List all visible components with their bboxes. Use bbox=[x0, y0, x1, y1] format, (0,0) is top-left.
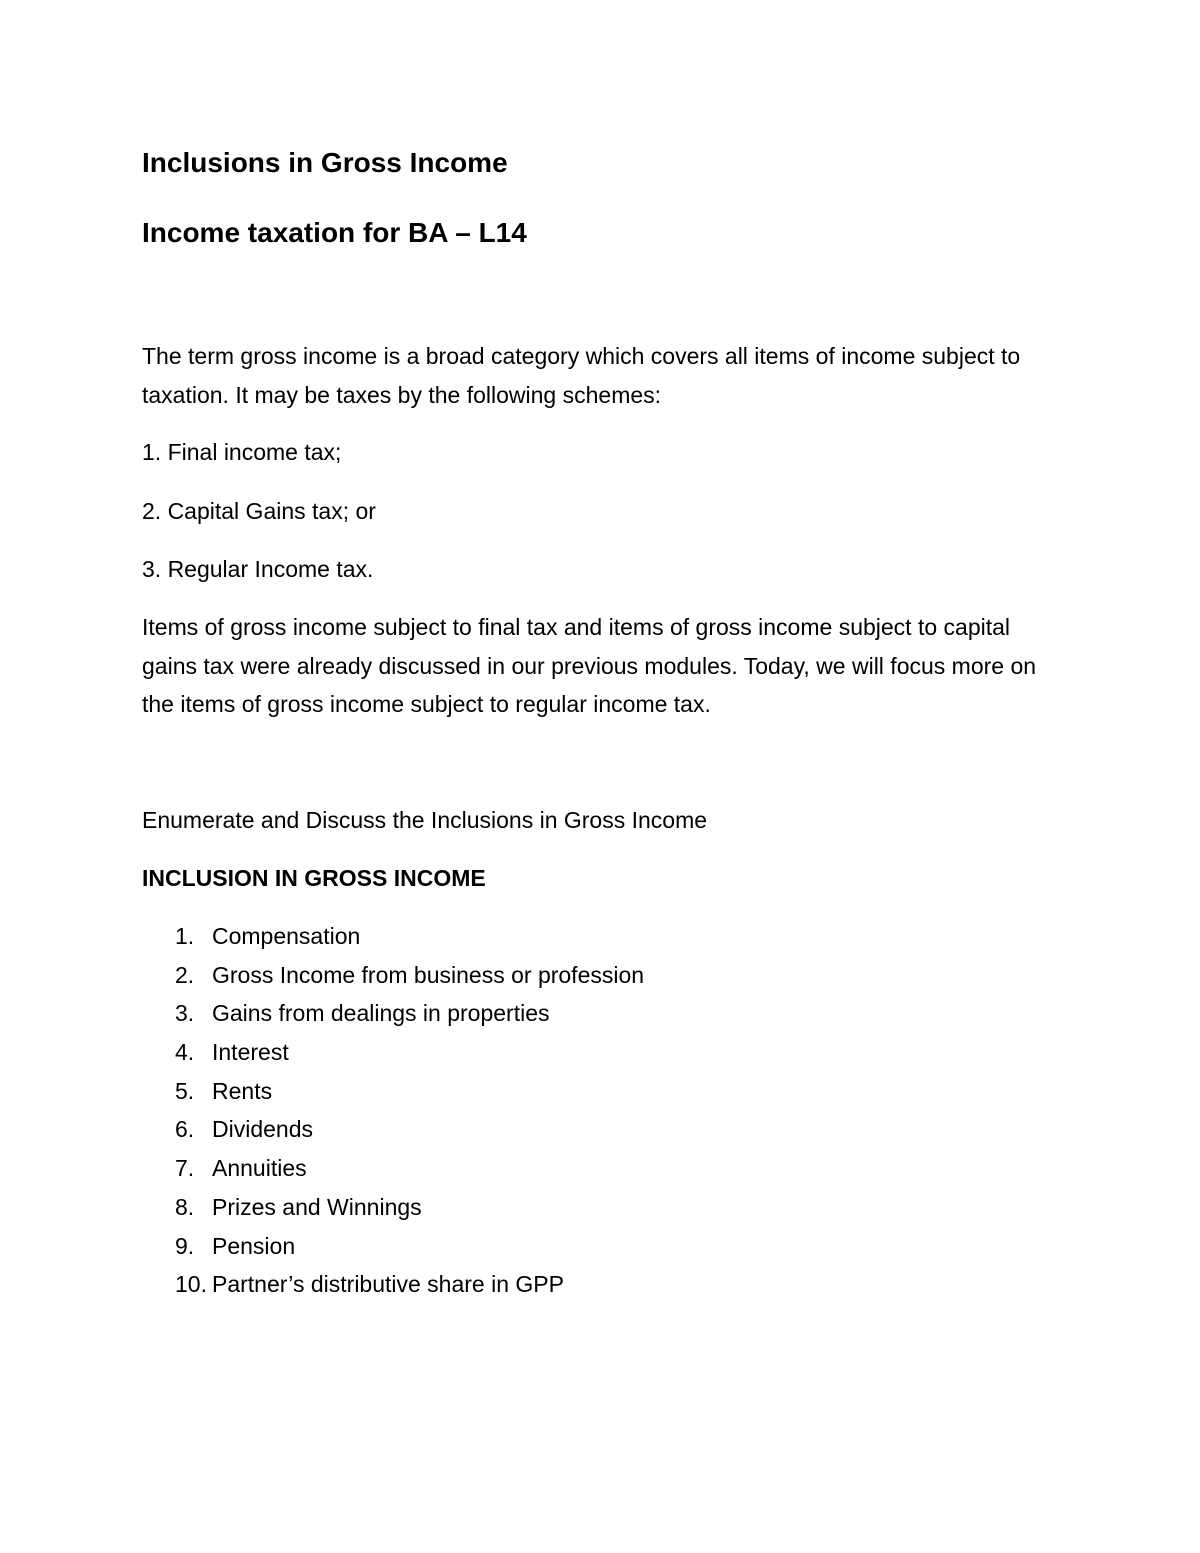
list-item-text: Gains from dealings in properties bbox=[212, 1000, 550, 1027]
scheme-item-1: 1. Final income tax; bbox=[142, 439, 342, 465]
list-item-text: Pension bbox=[212, 1232, 296, 1259]
list-item-text: Rents bbox=[212, 1077, 273, 1104]
document-title: Inclusions in Gross Income bbox=[142, 147, 508, 178]
list-item-text: Gross Income from business or profession bbox=[212, 961, 645, 988]
list-item-number: 10. bbox=[175, 1271, 207, 1298]
intro-paragraph: The term gross income is a broad category which covers all items of income subject to taxation. It may be taxes by the following schemes: bbox=[142, 343, 1021, 408]
list-item-text: Interest bbox=[212, 1039, 289, 1066]
list-item-number: 1. bbox=[175, 923, 195, 949]
list-item-number: 3. bbox=[175, 1000, 195, 1027]
list-item-text: Annuities bbox=[212, 1155, 307, 1182]
list-item-number: 8. bbox=[175, 1193, 195, 1220]
body-paragraph: Items of gross income subject to final tax and items of gross income subject to capital gains tax were already discussed in our previous modules. Today, we will focus more on the items of gross income subject to regular income tax. bbox=[142, 614, 1037, 717]
list-item-number: 5. bbox=[175, 1077, 195, 1104]
list-item-text: Dividends bbox=[212, 1116, 313, 1143]
scheme-item-3: 3. Regular Income tax. bbox=[142, 556, 374, 582]
list-item-text: Compensation bbox=[212, 923, 361, 949]
document-subtitle: Income taxation for BA – L14 bbox=[142, 217, 527, 248]
list-item-text: Partner’s distributive share in GPP bbox=[212, 1271, 564, 1298]
list-item-number: 7. bbox=[175, 1155, 195, 1182]
list-item-number: 4. bbox=[175, 1039, 195, 1066]
list-item-number: 2. bbox=[175, 961, 195, 988]
section-heading: INCLUSION IN GROSS INCOME bbox=[142, 865, 486, 891]
list-item-number: 6. bbox=[175, 1116, 195, 1143]
scheme-item-2: 2. Capital Gains tax; or bbox=[142, 498, 376, 524]
list-item-text: Prizes and Winnings bbox=[212, 1193, 422, 1220]
enumerate-heading: Enumerate and Discuss the Inclusions in Gross Income bbox=[142, 807, 708, 833]
list-item-number: 9. bbox=[175, 1232, 195, 1259]
